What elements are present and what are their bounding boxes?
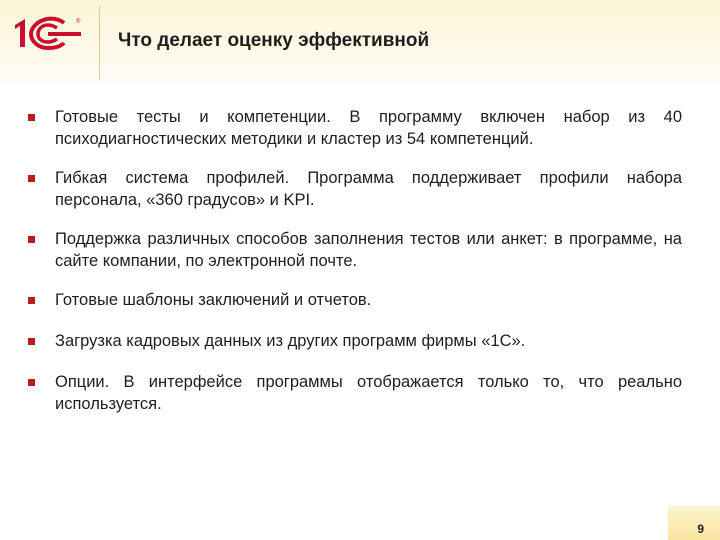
list-item-text: Опции. В интерфейсе программы отображается только то, что реально используется. — [55, 373, 682, 413]
list-item — [28, 289, 682, 311]
header-divider — [99, 6, 100, 80]
square-bullet-icon — [28, 338, 35, 345]
square-bullet-icon — [28, 114, 35, 121]
list-item-text: Готовые тесты и компетенции. В программу включен набор из 40 психодиагностических методики и кластер из 54 компетенций. — [55, 108, 682, 148]
list-item-text: Поддержка различных способов заполнения тестов или анкет: в программе, на сайте компании, по электронной почте. — [55, 230, 682, 270]
list-item — [28, 106, 682, 150]
square-bullet-icon — [28, 379, 35, 386]
square-bullet-icon — [28, 175, 35, 182]
svg-text:®: ® — [76, 19, 81, 25]
list-item-text: Загрузка кадровых данных из других программ фирмы «1С». — [55, 332, 526, 350]
1c-logo — [12, 16, 84, 52]
square-bullet-icon — [28, 236, 35, 243]
page-number-box — [668, 506, 720, 540]
list-item — [28, 330, 682, 352]
page-number: 9 — [697, 522, 704, 536]
square-bullet-icon — [28, 297, 35, 304]
slide-header — [0, 0, 720, 84]
list-item-text: Гибкая система профилей. Программа поддерживает профили набора персонала, «360 градусов» и KPI. — [55, 169, 682, 209]
list-item-text: Готовые шаблоны заключений и отчетов. — [55, 291, 372, 309]
list-item — [28, 371, 682, 415]
slide-title: Что делает оценку эффективной — [118, 30, 430, 51]
bullet-list — [28, 106, 682, 432]
list-item — [28, 228, 682, 272]
list-item — [28, 167, 682, 211]
